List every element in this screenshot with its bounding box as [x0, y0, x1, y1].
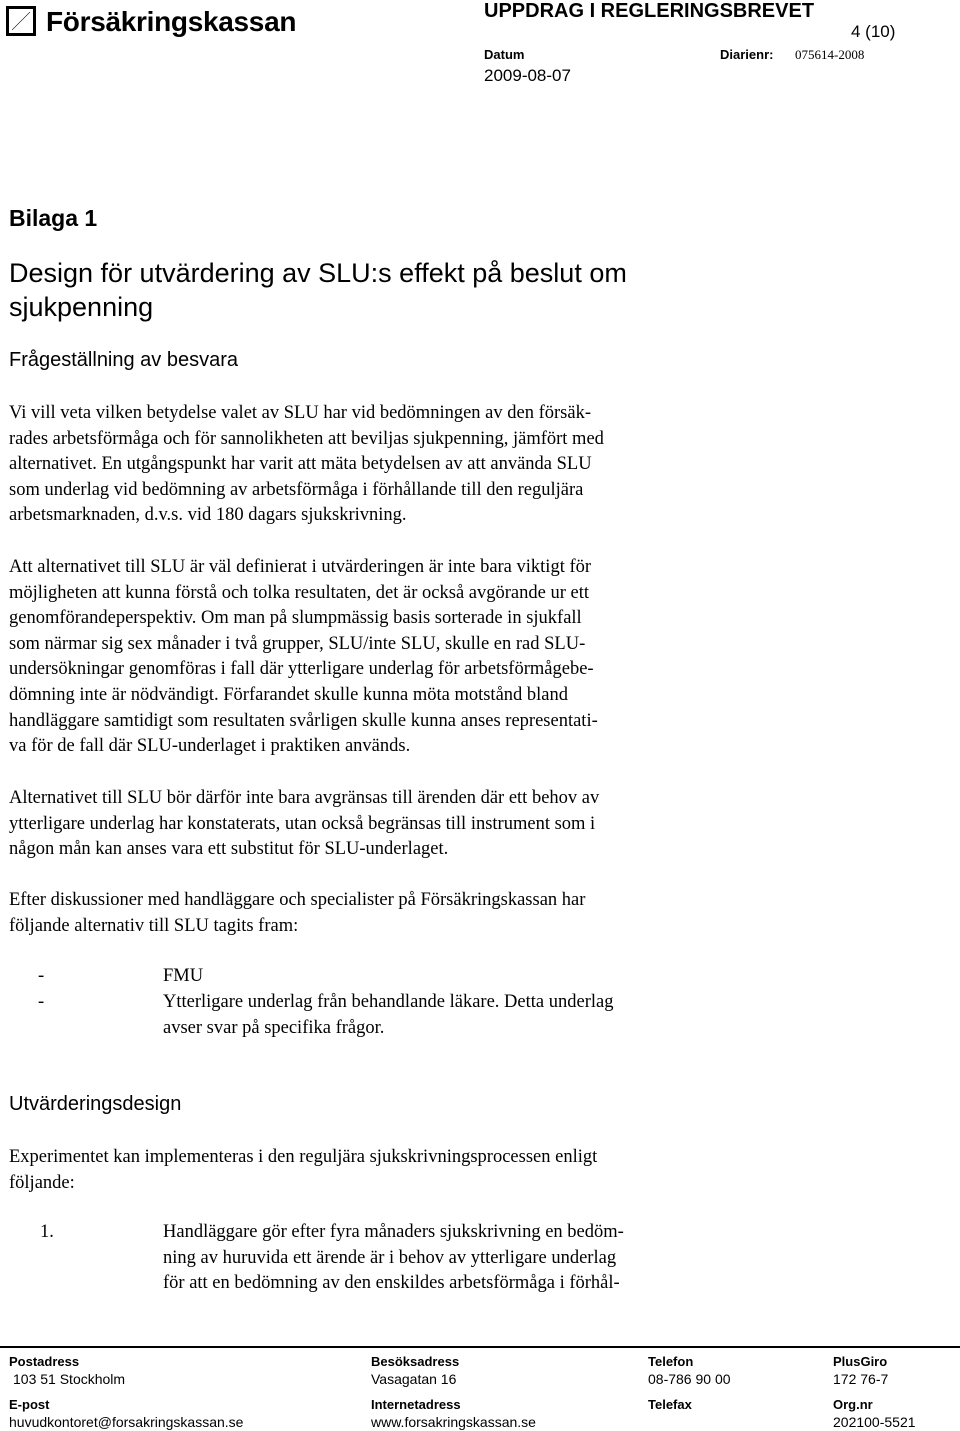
list-item: FMU	[163, 966, 204, 986]
footer-divider	[0, 1346, 960, 1348]
footer-orgnr-value: 202100-5521	[833, 1414, 916, 1430]
footer-epost-value[interactable]: huvudkontoret@forsakringskassan.se	[9, 1414, 244, 1430]
bilaga-heading: Bilaga 1	[9, 205, 98, 231]
footer-orgnr-label: Org.nr	[833, 1397, 873, 1412]
footer-internet-value[interactable]: www.forsakringskassan.se	[371, 1414, 536, 1430]
document-title: UPPDRAG I REGLERINGSBREVET	[484, 0, 815, 22]
list-item: Ytterligare underlag från behandlande läkare. Detta underlag avser svar på specifika frågor.	[163, 992, 614, 1038]
list-item-marker: -	[38, 992, 45, 1012]
footer-plusgiro-value: 172 76-7	[833, 1371, 889, 1387]
footer-epost-label: E-post	[9, 1397, 50, 1412]
footer-telefax-label: Telefax	[648, 1397, 692, 1412]
paragraph-4: Efter diskussioner med handläggare och specialister på Försäkringskassan har följande alternativ till SLU tagits fram:	[9, 890, 586, 936]
footer-telefon-label: Telefon	[648, 1354, 694, 1369]
section-subheading: Frågeställning av besvara	[9, 349, 239, 371]
paragraph-3: Alternativet till SLU bör därför inte bara avgränsas till ärenden där ett behov av ytterligare underlag har konstaterats, utan också begränsas till instrument som i någon mån kan anses vara ett substitut för SLU-underlaget.	[9, 788, 600, 860]
footer-internet-label: Internetadress	[371, 1397, 461, 1412]
paragraph-2: Att alternativet till SLU är väl definierat i utvärderingen är inte bara viktigt för möjligheten att kunna förstå och tolka resultaten, det är också avgörande ur ett genomförandeperspektiv. Om man på slumpmässig basis sorterade in sjukfall som närmar sig sex månader i två grupper, SLU/inte SLU, skulle en rad SLU- undersökningar genomföras i fall där ytterligare underlag för arbetsförmågebe- dömning inte är nödvändigt. Förfarandet skulle kunna möta motstånd bland handläggare samtidigt som resultaten svårligen skulle kunna anses representati- va för de fall där SLU-underlaget i praktiken används.	[9, 557, 598, 757]
footer-besoksadress-label: Besöksadress	[371, 1354, 460, 1369]
page-title: Design för utvärdering av SLU:s effekt på beslut om sjukpenning	[9, 258, 627, 322]
footer-postadress-value: 103 51 Stockholm	[13, 1371, 126, 1387]
footer-plusgiro-label: PlusGiro	[833, 1354, 888, 1369]
list-item-marker: 1.	[40, 1222, 54, 1242]
logo-icon	[6, 6, 36, 36]
datum-value: 2009-08-07	[484, 66, 571, 85]
paragraph-1: Vi vill veta vilken betydelse valet av SLU har vid bedömningen av den försäk- rades arbetsförmåga och för sannolikheten att beviljas sjukpenning, jämfört med alternativet. En utgångspunkt har varit att mäta betydelsen av att använda SLU som underlag vid bedömning av arbetsförmåga i förhållande till den reguljära arbetsmarknaden, d.v.s. vid 180 dagars sjukskrivning.	[9, 403, 604, 526]
list-item: Handläggare gör efter fyra månaders sjukskrivning en bedöm- ning av huruvida ett ärende är i behov av ytterligare underlag för att en bedömning av den enskildes arbetsförmåga i förhål-	[163, 1222, 624, 1294]
diarienr-value: 075614-2008	[795, 47, 865, 62]
footer-besoksadress-value: Vasagatan 16	[371, 1371, 457, 1387]
datum-label: Datum	[484, 47, 525, 62]
diarienr-label: Diarienr:	[720, 47, 774, 62]
logo-text: Försäkringskassan	[46, 6, 297, 37]
page-number: 4 (10)	[851, 22, 896, 41]
paragraph-5: Experimentet kan implementeras i den reguljära sjukskrivningsprocessen enligt följande:	[9, 1147, 598, 1193]
list-item-marker: -	[38, 966, 45, 986]
footer-postadress-label: Postadress	[9, 1354, 80, 1369]
footer-telefon-value: 08-786 90 00	[648, 1371, 731, 1387]
section-heading-utvarderingsdesign: Utvärderingsdesign	[9, 1093, 182, 1115]
